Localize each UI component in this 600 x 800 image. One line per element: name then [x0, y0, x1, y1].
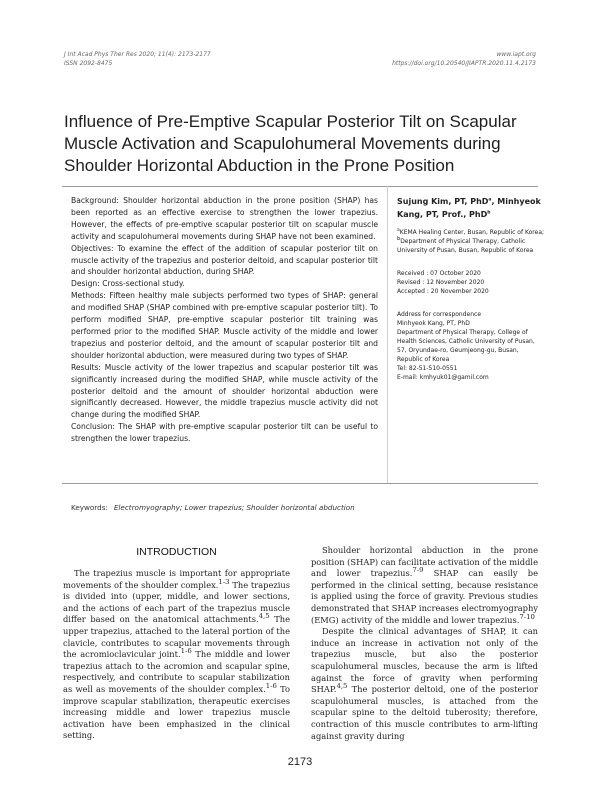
abstract-objectives: Objectives: To examine the effect of the addition of scapular posterior tilt on muscle activity of the trapezius and posterior deltoid, and scapular posterior tilt and shoulder horizontal abduction, during SHAP. — [71, 243, 378, 277]
citation-sup: 1-3 — [218, 577, 230, 586]
author-separator: , — [491, 197, 498, 206]
text-span: To improve scapular stabilization, therapeutic exercises increasing middle and lower trapezius muscle activation have been emphasized in the clinical setting. — [63, 683, 291, 741]
author-info-panel — [397, 195, 545, 382]
affiliation-2-sup: b — [397, 236, 401, 242]
text-span: The posterior deltoid, one of the posterior scapulohumeral muscles, is attached from the scapular spine to the deltoid tuberosity; therefore, contraction of this muscle contributes to arm-lifting against gravity during — [311, 684, 538, 741]
keywords-value: Electromyography; Lower trapezius; Shoulder horizontal abduction — [113, 503, 355, 512]
citation-sup: 4,5 — [258, 612, 270, 621]
author-1: Sujung Kim, PT, PhD — [397, 197, 489, 206]
revised-date: Revised : 12 November 2020 — [397, 279, 485, 286]
affiliation-1-text: KEMA Healing Center, Busan, Republic of Korea; — [399, 229, 545, 236]
correspondence-address: Department of Physical Therapy, College of Health Sciences, Catholic University of Pusan, 57, Oryundae-ro, Geumjeong-gu, Busan, Republic of Korea — [397, 329, 535, 363]
citation-sup: 1-6 — [265, 682, 277, 691]
author-2-sup: b — [487, 210, 491, 216]
correspondence-name: Minhyeok Kang, PT, PhD — [397, 320, 470, 327]
issn: ISSN 2092-8475 — [64, 60, 113, 67]
article-title: Influence of Pre-Emptive Scapular Posterior Tilt on Scapular Muscle Activation and Scapulohumeral Movements during Shoulder Horizontal Abduction in the Prone Position — [64, 112, 517, 175]
affiliation-1 — [397, 228, 545, 237]
author-list — [397, 195, 545, 221]
affiliation-1-sup: a — [397, 228, 400, 233]
citation-sup: 7-9 — [412, 566, 424, 575]
affiliation-2 — [397, 237, 545, 255]
abstract-divider — [387, 186, 388, 483]
author-1-sup: a — [488, 197, 492, 203]
text-span: Shoulder horizontal abduction in the prone position (SHAP) can facilitate activation of the middle and lower trapezius. — [311, 545, 538, 579]
abstract-background: Background: Shoulder horizontal abduction in the prone position (SHAP) has been reported as an effective exercise to strengthen the lower trapezius. However, the effects of pre-emptive scapular posterior tilt on scapular muscle activity and scapulohumeral movements during SHAP have not been examined. — [71, 196, 378, 241]
abstract-conclusion: Conclusion: The SHAP with pre-emptive scapular posterior tilt can be useful to strengthen the lower trapezius. — [71, 422, 378, 444]
affiliation-2-text: Department of Physical Therapy, Catholic University of Pusan, Busan, Republic of Korea — [397, 238, 534, 254]
journal-header-right — [392, 50, 536, 68]
body-column-left — [63, 568, 290, 742]
section-heading-introduction: INTRODUCTION — [136, 546, 217, 558]
abstract — [71, 195, 378, 445]
intro-paragraph-3 — [311, 626, 538, 742]
abstract-methods: Methods: Fifteen healthy male subjects performed two types of SHAP: general and modified SHAP (SHAP combined with pre-emptive scapular posterior tilt). To perform modified SHAP, pre-emptive scapular posterior tilt training was performed prior to the modified SHAP. Muscle activity of the middle and lower trapezius and posterior deltoid, and the amount of scapular posterior tilt and shoulder horizontal abduction, were measured during two types of SHAP. — [71, 291, 378, 360]
citation-sup: 4,5 — [336, 682, 348, 691]
text-span: SHAP can easily be performed in the clinical setting, because resistance is applied using the force of gravity. Previous studies demonstrated that SHAP increases electromyography (EMG) activity of the middle and lower trapezius. — [311, 568, 538, 625]
correspondence-heading: Address for correspondence — [397, 311, 482, 318]
abstract-results: Results: Muscle activity of the lower trapezius and scapular posterior tilt was significantly increased during the modified SHAP, while muscle activity of the posterior deltoid and the amount of shoulder horizontal abduction were significantly decreased. However, the middle trapezius muscle activity did not change during the modified SHAP. — [71, 362, 378, 420]
intro-paragraph-1 — [63, 568, 290, 742]
accepted-date: Accepted : 20 November 2020 — [397, 288, 489, 295]
abstract-design: Design: Cross-sectional study. — [71, 279, 185, 289]
journal-citation: J Int Acad Phys Ther Res 2020; 11(4): 2173-2177 — [64, 51, 211, 58]
doi-link[interactable]: https://doi.org/10.20540/JIAPTR.2020.11.4.2173 — [392, 60, 536, 67]
author-2: Minhyeok Kang, PT, Prof., PhD — [397, 197, 541, 219]
correspondence-tel: Tel: 82-51-510-0551 — [397, 365, 458, 372]
journal-site-link[interactable]: www.iapt.org — [496, 51, 536, 58]
citation-sup: 1-6 — [180, 647, 192, 656]
text-span: The trapezius is divided into (upper, middle, and lower sections, and the actions of each part of the trapezius muscle differ based on the anatomical attachments. — [63, 579, 290, 625]
keywords-label: Keywords: — [71, 503, 108, 512]
citation-sup: 7-10 — [519, 612, 535, 621]
text-span: The middle and lower trapezius attach to the acromion and scapular spine, respectively, and contribute to scapular stabilization as well as movements of the shoulder complex. — [63, 649, 290, 694]
received-date: Received : 07 October 2020 — [397, 270, 481, 277]
journal-header-left — [64, 50, 211, 68]
correspondence-email[interactable]: E-mail: kmhyuk01@gamil.com — [397, 374, 489, 381]
body-column-right — [311, 545, 538, 742]
text-span: Despite the clinical advantages of SHAP, it can induce an increase in activation not only of the trapezius muscle, but also the posterior scapulohumeral muscles, because the arm is lifted against the force of gravity when performing SHAP. — [311, 626, 538, 695]
intro-paragraph-2 — [311, 545, 538, 626]
keywords — [71, 503, 355, 513]
page-number: 2173 — [287, 756, 313, 768]
text-span: The trapezius muscle is important for appropriate movements of the shoulder complex. — [63, 568, 290, 590]
text-span: The upper trapezius, attached to the lateral portion of the clavicle, contributes to scapular movements through the acromioclavicular joint. — [63, 614, 290, 660]
